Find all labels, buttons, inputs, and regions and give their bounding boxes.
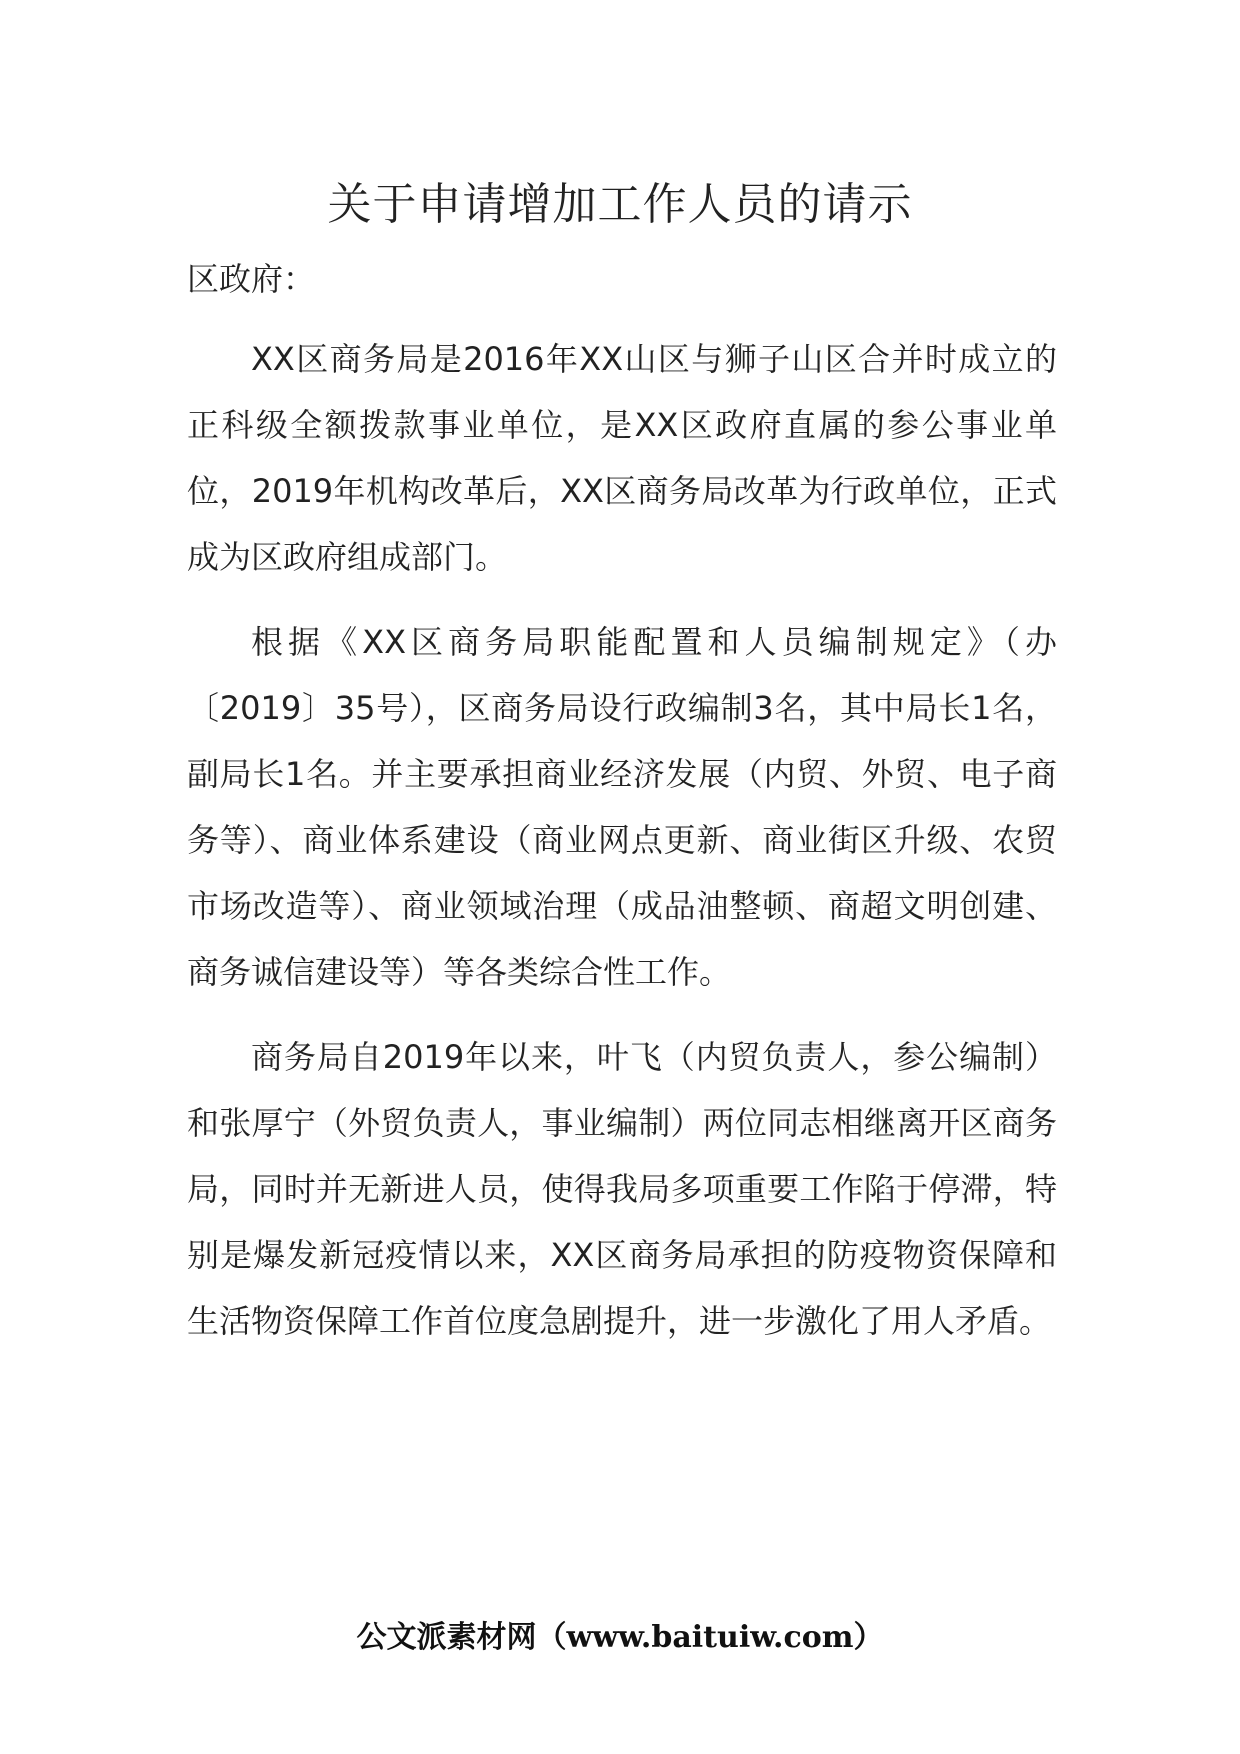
salutation: 区政府：	[187, 260, 316, 298]
paragraph-3: 商务局自2019年以来，叶飞（内贸负责人，参公编制）和张厚宁（外贸负责人，事业编制）两位同志相继离开区商务局，同时并无新进人员，使得我局多项重要工作陷于停滞，特别是爆发新冠疫情以来，XX区商务局承担的防疫物资保障和生活物资保障工作首位度急剧提升，进一步激化了用人矛盾。	[187, 1038, 1057, 1340]
document-body	[187, 252, 1057, 1373]
paragraph-2: 根据《XX区商务局职能配置和人员编制规定》（办〔2019〕35号），区商务局设行政编制3名，其中局长1名，副局长1名。并主要承担商业经济发展（内贸、外贸、电子商务等）、商业体系建设（商业网点更新、商业街区升级、农贸市场改造等）、商业领域治理（成品油整顿、商超文明创建、商务诚信建设等）等各类综合性工作。	[187, 623, 1057, 991]
footer-watermark: 公文派素材网（www.baituiw.com）	[356, 1620, 884, 1655]
document-title: 关于申请增加工作人员的请示	[327, 179, 913, 230]
paragraph-1: XX区商务局是2016年XX山区与狮子山区合并时成立的正科级全额拨款事业单位，是XX区政府直属的参公事业单位，2019年机构改革后，XX区商务局改革为行政单位，正式成为区政府组成部门。	[187, 340, 1057, 576]
